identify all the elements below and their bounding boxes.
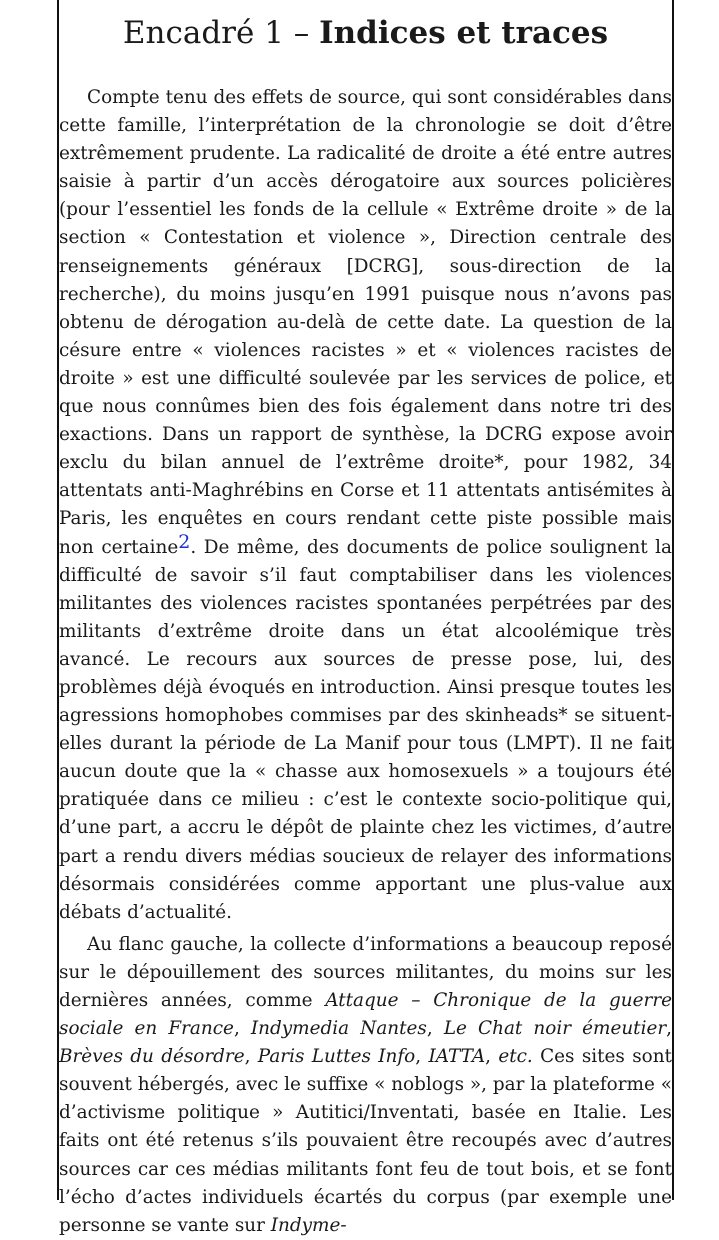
source-title-indymedia-nantes: Indymedia Nantes (250, 1018, 427, 1040)
source-title-iatta: IATTA (428, 1046, 486, 1068)
separator: , (244, 1046, 258, 1068)
box-body (59, 84, 672, 1240)
source-title-paris-luttes: Paris Luttes Info (257, 1046, 416, 1068)
box-title-prefix: Encadré 1 – (122, 15, 320, 51)
paragraph-1-text-continued: . De même, des documents de police soulignent la difficulté de savoir s’il faut comptabiliser dans les violences militantes des violences racistes spontanées perpétrées par des militants d’extrême droite dans un état alcoolémique très avancé. Le recours aux sources de presse pose, lui, des problèmes déjà évoqués en introduction. Ainsi presque toutes les agressions homophobes commises par des skinheads* se situent-elles durant la période de La Manif pour tous (LMPT). Il ne fait aucun doute que la « chasse aux homosexuels » a toujours été pratiquée dans ce milieu : c’est le contexte socio-politique qui, d’une part, a accru le dépôt de plainte chez les victimes, d’autre part a rendu divers médias soucieux de relayer des informations désormais considérées comme apportant une plus-value aux débats d’actualité. (59, 536, 672, 923)
box-title (59, 14, 672, 52)
source-title-breves: Brèves du désordre (59, 1046, 245, 1068)
separator: , (233, 1018, 251, 1040)
source-title-attaque: Attaque – Chronique de la guerre sociale en France (59, 990, 673, 1040)
paragraph-2-text: Au flanc gauche, la collecte d’informations a beaucoup reposé sur le dépouillement des sources militantes, du moins sur les dernières années, comme (59, 933, 672, 1011)
separator: , (485, 1046, 499, 1068)
text-box-frame (57, 0, 674, 1236)
paragraph-1-text: Compte tenu des effets de source, qui sont considérables dans cette famille, l’interprétation de la chronologie se doit d’être extrêmement prudente. La radicalité de droite a été entre autres saisie à partir d’un accès dérogatoire aux sources policières (pour l’essentiel les fonds de la cellule « Extrême droite » de la section « Contestation et violence », Direction centrale des renseignements généraux [DCRG], sous-direction de la recherche), du moins jusqu’en 1991 puisque nous n’avons pas obtenu de dérogation au-delà de cette date. La question de la césure entre « violences racistes » et « violences racistes de droite » est une difficulté soulevée par les services de police, et que nous connûmes bien des fois également dans notre tri des exactions. Dans un rapport de synthèse, la DCRG expose avoir exclu du bilan annuel de l’extrême droite*, pour 1982, 34 attentats anti-Maghrébins en Corse et 11 attentats antisémites à Paris, les enquêtes en cours rendant cette piste possible mais non certaine (59, 87, 672, 558)
separator: , (415, 1046, 429, 1068)
paragraph-2 (59, 931, 672, 1240)
source-title-indymedia-partial: Indyme- (270, 1214, 347, 1236)
footnote-link-2[interactable]: 2 (178, 530, 191, 553)
paragraph-1 (59, 84, 672, 927)
paragraph-2-text-continued: Ces sites sont souvent hébergés, avec le suffixe « noblogs », par la plateforme « d’activisme politique » Autitici/Inventati, basée en Italie. Les faits ont été retenus s’ils pouvaient être recoupés avec d’autres sources car ces médias militants font feu de tout bois, et se font l’écho d’actes individuels écartés du corpus (par exemple une personne se vante sur (59, 1046, 672, 1236)
box-title-bold: Indices et traces (319, 15, 609, 51)
separator: , (426, 1018, 444, 1040)
separator: , (666, 1018, 672, 1040)
source-title-chat-noir: Le Chat noir émeutier (443, 1018, 667, 1040)
etc-italic: etc. (498, 1046, 533, 1068)
